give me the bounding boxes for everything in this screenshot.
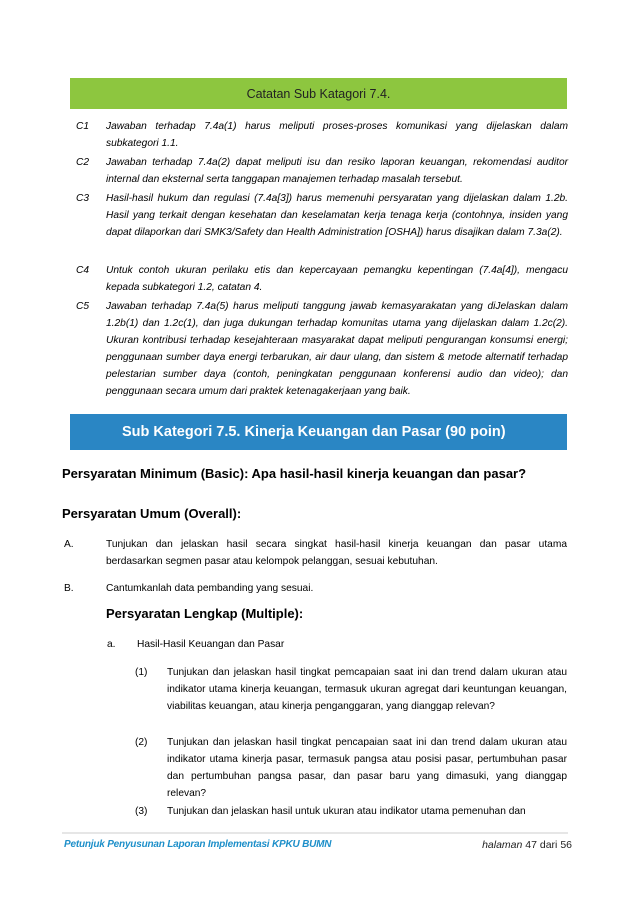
overall-text: Cantumkanlah data pembanding yang sesuai.	[106, 583, 314, 594]
note-text: Jawaban terhadap 7.4a(2) dapat meliputi isu dan resiko laporan keuangan, rekomendasi auditor internal dan eksternal serta tanggapan manajemen terhadap masalah tersebut.	[106, 157, 568, 185]
note-code: C5	[76, 301, 90, 312]
notes-header	[70, 78, 567, 109]
note-item	[76, 190, 568, 241]
note-code: C2	[76, 157, 90, 168]
page-total: 56	[560, 839, 572, 851]
item-text: Tunjukan dan jelaskan hasil untuk ukuran atau indikator utama pemenuhan dan	[167, 806, 526, 817]
footer-page-number	[482, 839, 572, 851]
section-title: Sub Kategori 7.5. Kinerja Keuangan dan Pasar (90 poin)	[122, 424, 506, 440]
section-banner	[70, 414, 567, 450]
page-of: dari	[539, 839, 558, 851]
note-item	[76, 154, 568, 188]
note-code: C3	[76, 193, 90, 204]
overall-text: Tunjukan dan jelaskan hasil secara singkat hasil-hasil kinerja keuangan dan pasar utama berdasarkan segmen pasar atau kelompok pelanggan, sesuai kebutuhan.	[106, 539, 567, 567]
note-item	[76, 298, 568, 400]
basic-requirement: Persyaratan Minimum (Basic): Apa hasil-hasil kinerja keuangan dan pasar?	[62, 466, 527, 481]
note-code: C1	[76, 121, 90, 132]
note-text: Jawaban terhadap 7.4a(1) harus meliputi proses-proses komunikasi yang dijelaskan dalam subkategori 1.1.	[106, 121, 568, 149]
footer-doc-title: Petunjuk Penyusunan Laporan Implementasi KPKU BUMN	[64, 839, 332, 850]
note-code: C4	[76, 265, 90, 276]
overall-label: B.	[64, 583, 74, 594]
notes-title: Catatan Sub Katagori 7.4.	[246, 86, 391, 101]
overall-label: A.	[64, 539, 74, 550]
note-text: Jawaban terhadap 7.4a(5) harus meliputi tanggung jawab kemasyarakatan yang diJelaskan dalam 1.2b(1) dan 1.2c(1), dan juga dukungan terhadap komunitas utama yang dijelaskan dalam 1.2c(2). Ukuran kontribusi terhadap kesejahteraan masyarakat dapat meliputi pengurangan konsumsi energi; penggunaan sumber daya energi terbarukan, air daur ulang, dan sistem & metode alternatif terhadap pelestarian sumber daya (contoh, peningkatan penggunaan konferensi audio dan video); dan penggunaan secara umum dari praktek ketenagakerjaan yang baik.	[106, 301, 568, 397]
item-label: (2)	[135, 737, 148, 748]
note-text: Untuk contoh ukuran perilaku etis dan kepercayaan pemangku kepentingan (7.4a[4]), mengacu kepada subkategori 1.2, catatan 4.	[106, 265, 568, 293]
footer-divider	[62, 832, 568, 834]
sub-a-title: Hasil-Hasil Keuangan dan Pasar	[137, 639, 285, 650]
page-current: 47	[525, 839, 537, 851]
note-text: Hasil-hasil hukum dan regulasi (7.4a[3]) harus memenuhi persyaratan yang dijelaskan dalam 1.2b. Hasil yang terkait dengan kesehatan dan keselamatan kerja tenaga kerja (contohnya, insiden yang dapat dilaporkan dari SMK3/Safety dan Health Administration [OSHA]) harus disajikan dalam 7.3a(2).	[106, 193, 568, 238]
overall-heading: Persyaratan Umum (Overall):	[62, 506, 242, 521]
item-text: Tunjukan dan jelaskan hasil tingkat pemcapaian saat ini dan trend dalam ukuran atau indikator utama kinerja keuangan, termasuk ukuran agregat dari keuntungan keuangan, viabilitas keuangan, atau kinerja penganggaran, yang dianggap relevan?	[167, 667, 567, 712]
sub-a-label: a.	[107, 639, 116, 650]
item-text: Tunjukan dan jelaskan hasil tingkat pencapaian saat ini dan trend dalam ukuran atau indikator utama kinerja pasar, termasuk pangsa atau posisi pasar, pertumbuhan pasar dan pertumbuhan pangsa pasar, dan pasar baru yang dimasuki, yang dianggap relevan?	[167, 737, 567, 799]
item-label: (3)	[135, 806, 148, 817]
note-item	[76, 262, 568, 296]
note-item	[76, 118, 568, 152]
item-label: (1)	[135, 667, 148, 678]
multiple-heading: Persyaratan Lengkap (Multiple):	[106, 606, 304, 621]
page-word: halaman	[482, 839, 523, 851]
